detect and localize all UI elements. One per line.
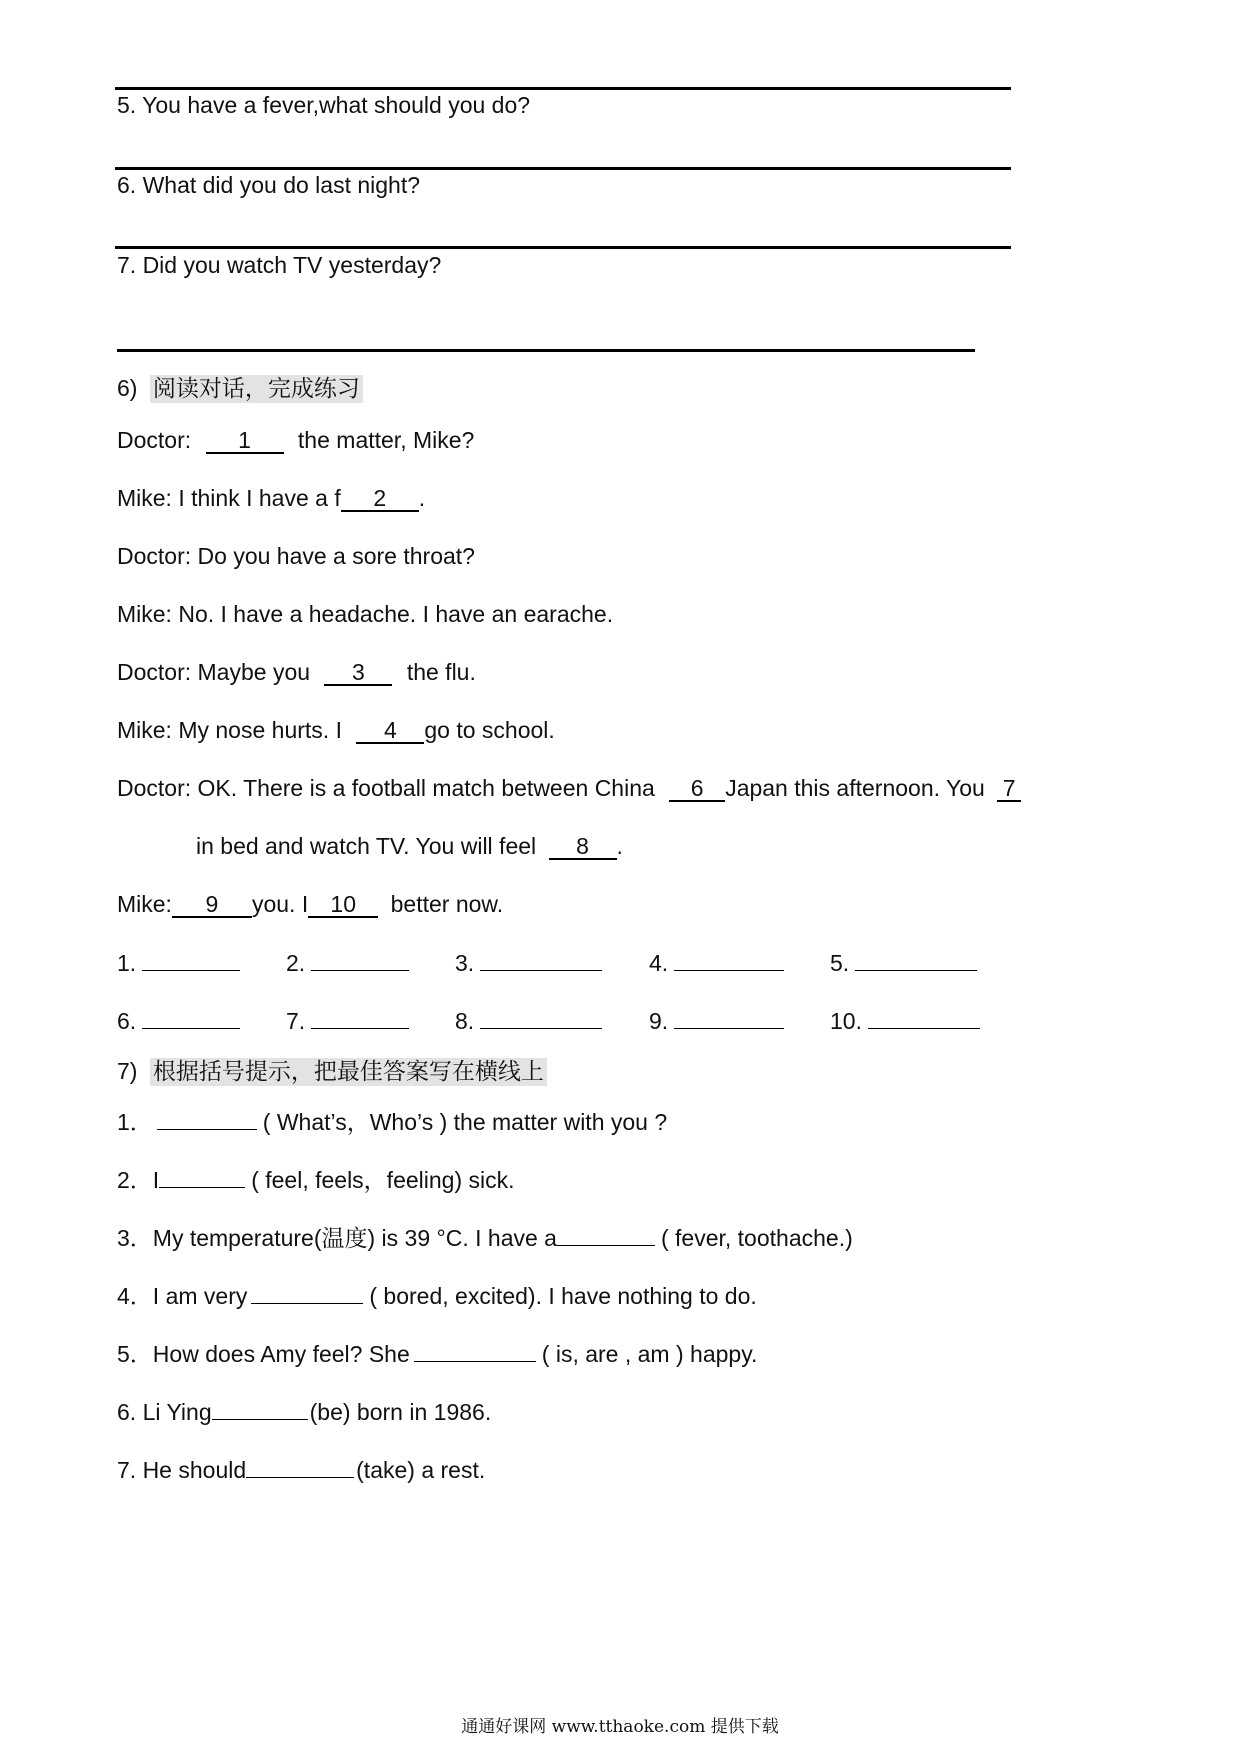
answer-number: 10. <box>830 1008 862 1034</box>
section-title: 阅读对话，完成练习 <box>150 375 363 403</box>
answer-number: 6. <box>117 1008 137 1034</box>
blank-2: 2 <box>341 486 419 512</box>
blank-6: 6 <box>669 776 725 802</box>
question-6: 6. What did you do last night? <box>117 172 421 198</box>
blank-1: 1 <box>206 428 284 454</box>
item-text: 5．How does Amy feel? She <box>117 1341 410 1367</box>
blank-4: 4 <box>356 718 424 744</box>
answer-line <box>115 246 1011 249</box>
answer-slot-4 <box>649 948 784 977</box>
dialog-line-7 <box>117 774 1021 802</box>
page-footer: 通通好课网 www.tthaoke.com 提供下载 <box>461 1717 779 1737</box>
answer-blank[interactable] <box>414 1341 536 1362</box>
item-text: ( bored, excited). I have nothing to do. <box>369 1283 757 1309</box>
dialog-text: go to school. <box>424 717 555 743</box>
dialog-text: the matter, Mike? <box>297 427 475 453</box>
answer-blank[interactable] <box>157 1109 257 1130</box>
answer-slot-2 <box>286 948 409 977</box>
question-5: 5. You have a fever,what should you do? <box>117 92 531 118</box>
answer-slot-5 <box>830 948 977 977</box>
answer-slot-6 <box>117 1006 240 1035</box>
answer-blank[interactable] <box>311 948 409 971</box>
item-text: ( fever, toothache.) <box>660 1225 853 1251</box>
answer-number: 4. <box>649 950 669 976</box>
item-text: ( feel, feels，feeling) sick. <box>251 1167 515 1193</box>
answer-number: 3. <box>455 950 475 976</box>
item-text: 3．My temperature(温度) is 39 °C. I have a <box>117 1225 557 1251</box>
dialog-text: Japan this afternoon. You <box>725 775 985 801</box>
dialog-line-9 <box>117 890 503 918</box>
item-text: 6. Li Ying <box>117 1399 212 1425</box>
answer-blank[interactable] <box>311 1006 409 1029</box>
blank-7: 7 <box>997 776 1021 802</box>
answer-number: 1. <box>117 950 137 976</box>
answer-number: 8. <box>455 1008 475 1034</box>
dialog-text: better now. <box>390 891 504 917</box>
answer-number: 9. <box>649 1008 669 1034</box>
answer-blank[interactable] <box>868 1006 980 1029</box>
dialog-text: Doctor: OK. There is a football match between China <box>117 775 655 801</box>
answer-line <box>115 167 1011 170</box>
answer-blank[interactable] <box>246 1457 354 1478</box>
blank-10: 10 <box>308 892 378 918</box>
answer-slot-1 <box>117 948 240 977</box>
exercise-item-1 <box>117 1108 667 1136</box>
section-7-heading <box>117 1057 547 1086</box>
answer-blank[interactable] <box>251 1283 363 1304</box>
answer-blank[interactable] <box>159 1167 245 1188</box>
answer-number: 5. <box>830 950 850 976</box>
answer-slot-9 <box>649 1006 784 1035</box>
answer-blank[interactable] <box>480 1006 602 1029</box>
dialog-line-6 <box>117 716 555 744</box>
item-text: 4．I am very <box>117 1283 248 1309</box>
item-text: (be) born in 1986. <box>309 1399 492 1425</box>
dialog-text: . <box>616 833 623 859</box>
exercise-item-5 <box>117 1340 757 1368</box>
answer-slot-7 <box>286 1006 409 1035</box>
section-number: 6) <box>117 375 138 401</box>
dialog-text: in bed and watch TV. You will feel <box>196 833 537 859</box>
exercise-item-7 <box>117 1456 485 1484</box>
dialog-line-5 <box>117 658 476 686</box>
answer-number: 2. <box>286 950 306 976</box>
exercise-item-6 <box>117 1398 491 1426</box>
dialog-line-2 <box>117 484 425 512</box>
answer-line <box>115 87 1011 90</box>
speaker-text: Mike: <box>117 891 172 917</box>
speaker-text: Doctor: <box>117 427 192 453</box>
answer-number: 7. <box>286 1008 306 1034</box>
answer-slot-8 <box>455 1006 602 1035</box>
dialog-text: Mike: My nose hurts. I <box>117 717 342 743</box>
answer-blank[interactable] <box>674 948 784 971</box>
blank-9: 9 <box>172 892 252 918</box>
answer-slot-10 <box>830 1006 980 1035</box>
dialog-text: . <box>418 485 426 511</box>
section-title: 根据括号提示，把最佳答案写在横线上 <box>150 1058 547 1086</box>
answer-blank[interactable] <box>212 1399 308 1420</box>
answer-blank[interactable] <box>480 948 602 971</box>
item-text: (take) a rest. <box>356 1457 486 1483</box>
dialog-line-1 <box>117 426 474 454</box>
item-text: 1． <box>117 1109 153 1135</box>
dialog-line-8 <box>196 832 623 860</box>
answer-blank[interactable] <box>557 1225 655 1246</box>
answer-blank[interactable] <box>142 948 240 971</box>
item-text: 2．I <box>117 1167 160 1193</box>
dialog-text: the flu. <box>406 659 476 685</box>
answer-blank[interactable] <box>674 1006 784 1029</box>
item-text: ( What’s，Who’s ) the matter with you ? <box>262 1109 668 1135</box>
answer-line <box>117 349 975 352</box>
blank-3: 3 <box>324 660 392 686</box>
answer-slot-3 <box>455 948 602 977</box>
blank-8: 8 <box>549 834 617 860</box>
dialog-text: Mike: I think I have a f <box>117 485 341 511</box>
section-number: 7) <box>117 1058 138 1084</box>
dialog-line-4: Mike: No. I have a headache. I have an earache. <box>117 601 614 627</box>
answer-blank[interactable] <box>142 1006 240 1029</box>
exercise-item-2 <box>117 1166 515 1194</box>
section-6-heading <box>117 374 363 403</box>
dialog-text: you. I <box>251 891 309 917</box>
question-7: 7. Did you watch TV yesterday? <box>117 252 442 278</box>
exercise-item-4 <box>117 1282 757 1310</box>
dialog-text: Doctor: Maybe you <box>117 659 311 685</box>
dialog-line-3: Doctor: Do you have a sore throat? <box>117 543 475 569</box>
item-text: ( is, are , am ) happy. <box>541 1341 758 1367</box>
exercise-item-3 <box>117 1224 853 1252</box>
answer-blank[interactable] <box>855 948 977 971</box>
item-text: 7. He should <box>117 1457 247 1483</box>
